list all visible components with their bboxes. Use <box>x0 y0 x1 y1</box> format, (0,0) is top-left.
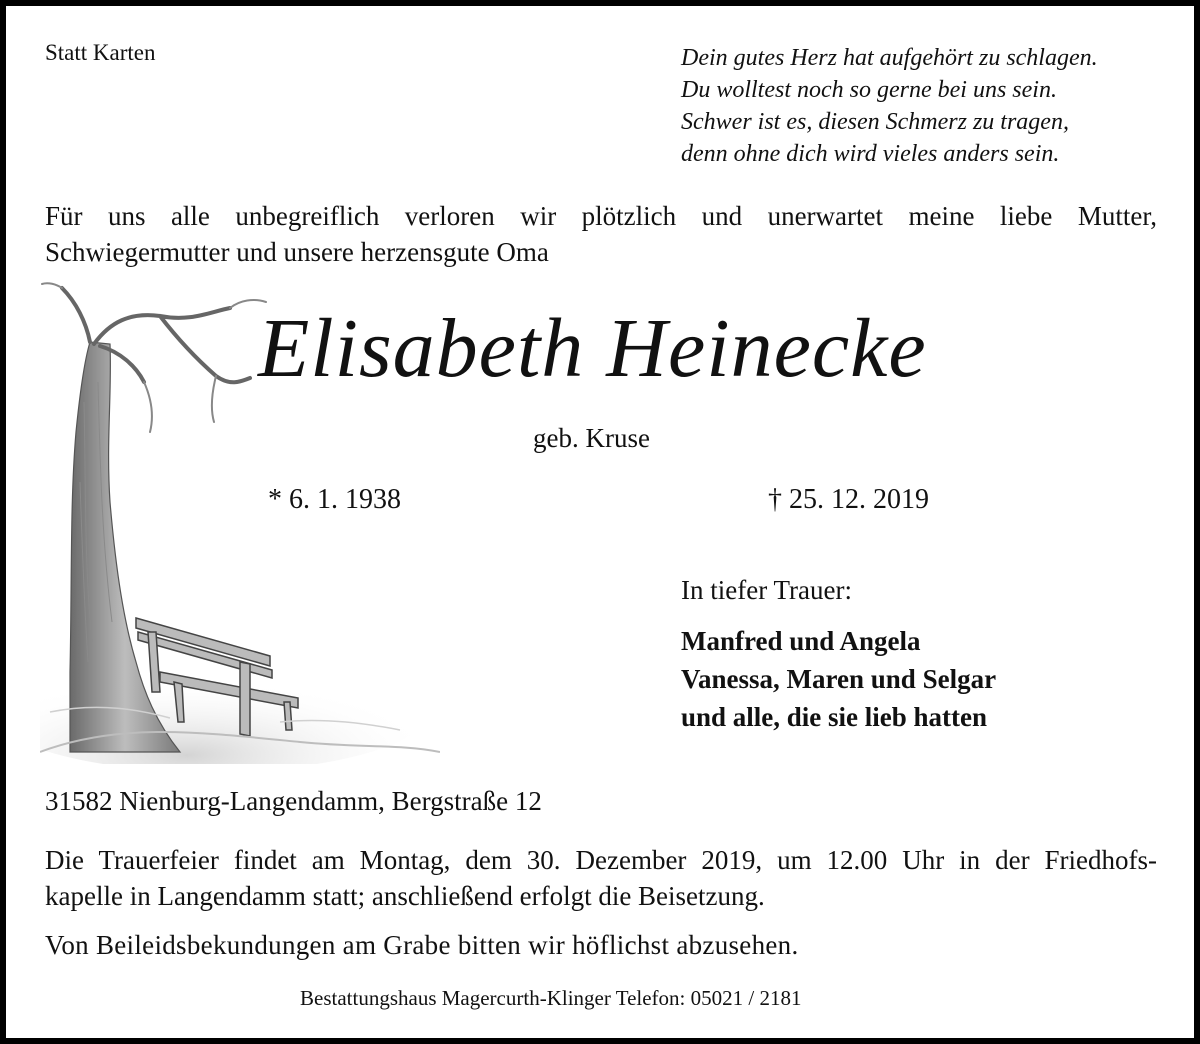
mourner-line: Vanessa, Maren und Selgar <box>681 664 997 694</box>
funeral-info <box>45 842 1157 914</box>
death-date: † 25. 12. 2019 <box>768 484 929 515</box>
poem-line: Du wolltest noch so gerne bei uns sein. <box>681 77 1057 103</box>
condolences-note: Von Beileidsbekundungen am Grabe bitten wir höflichst abzusehen. <box>45 930 799 960</box>
intro-line: Für uns alle unbegreiflich verloren wir plötzlich und unerwartet meine liebe Mutter, <box>45 201 1157 231</box>
address: 31582 Nienburg-Langendamm, Bergstraße 12 <box>45 786 542 816</box>
funeral-line: Die Trauerfeier findet am Montag, dem 30. Dezember 2019, um 12.00 Uhr in der Friedhofs- <box>45 845 1157 875</box>
poem-line: Dein gutes Herz hat aufgehört zu schlagen. <box>681 45 1098 71</box>
intro-text <box>45 198 1157 270</box>
statt-karten-label: Statt Karten <box>45 40 156 65</box>
funeral-line: kapelle in Langendamm statt; anschließend erfolgt die Beisetzung. <box>45 881 765 911</box>
mourners-list <box>681 622 996 736</box>
birth-date: * 6. 1. 1938 <box>268 484 401 515</box>
funeral-home-footer: Bestattungshaus Magercurth-Klinger Telefon: 05021 / 2181 <box>300 986 802 1010</box>
poem-line: Schwer ist es, diesen Schmerz zu tragen, <box>681 109 1069 135</box>
mourning-heading: In tiefer Trauer: <box>681 575 852 605</box>
intro-line: Schwiegermutter und unsere herzensgute Oma <box>45 237 549 267</box>
mourner-line: Manfred und Angela <box>681 626 921 656</box>
mourner-line: und alle, die sie lieb hatten <box>681 702 988 732</box>
deceased-name: Elisabeth Heinecke <box>258 302 927 395</box>
poem <box>681 42 1098 170</box>
poem-line: denn ohne dich wird vieles anders sein. <box>681 141 1060 167</box>
maiden-name: geb. Kruse <box>533 423 650 453</box>
